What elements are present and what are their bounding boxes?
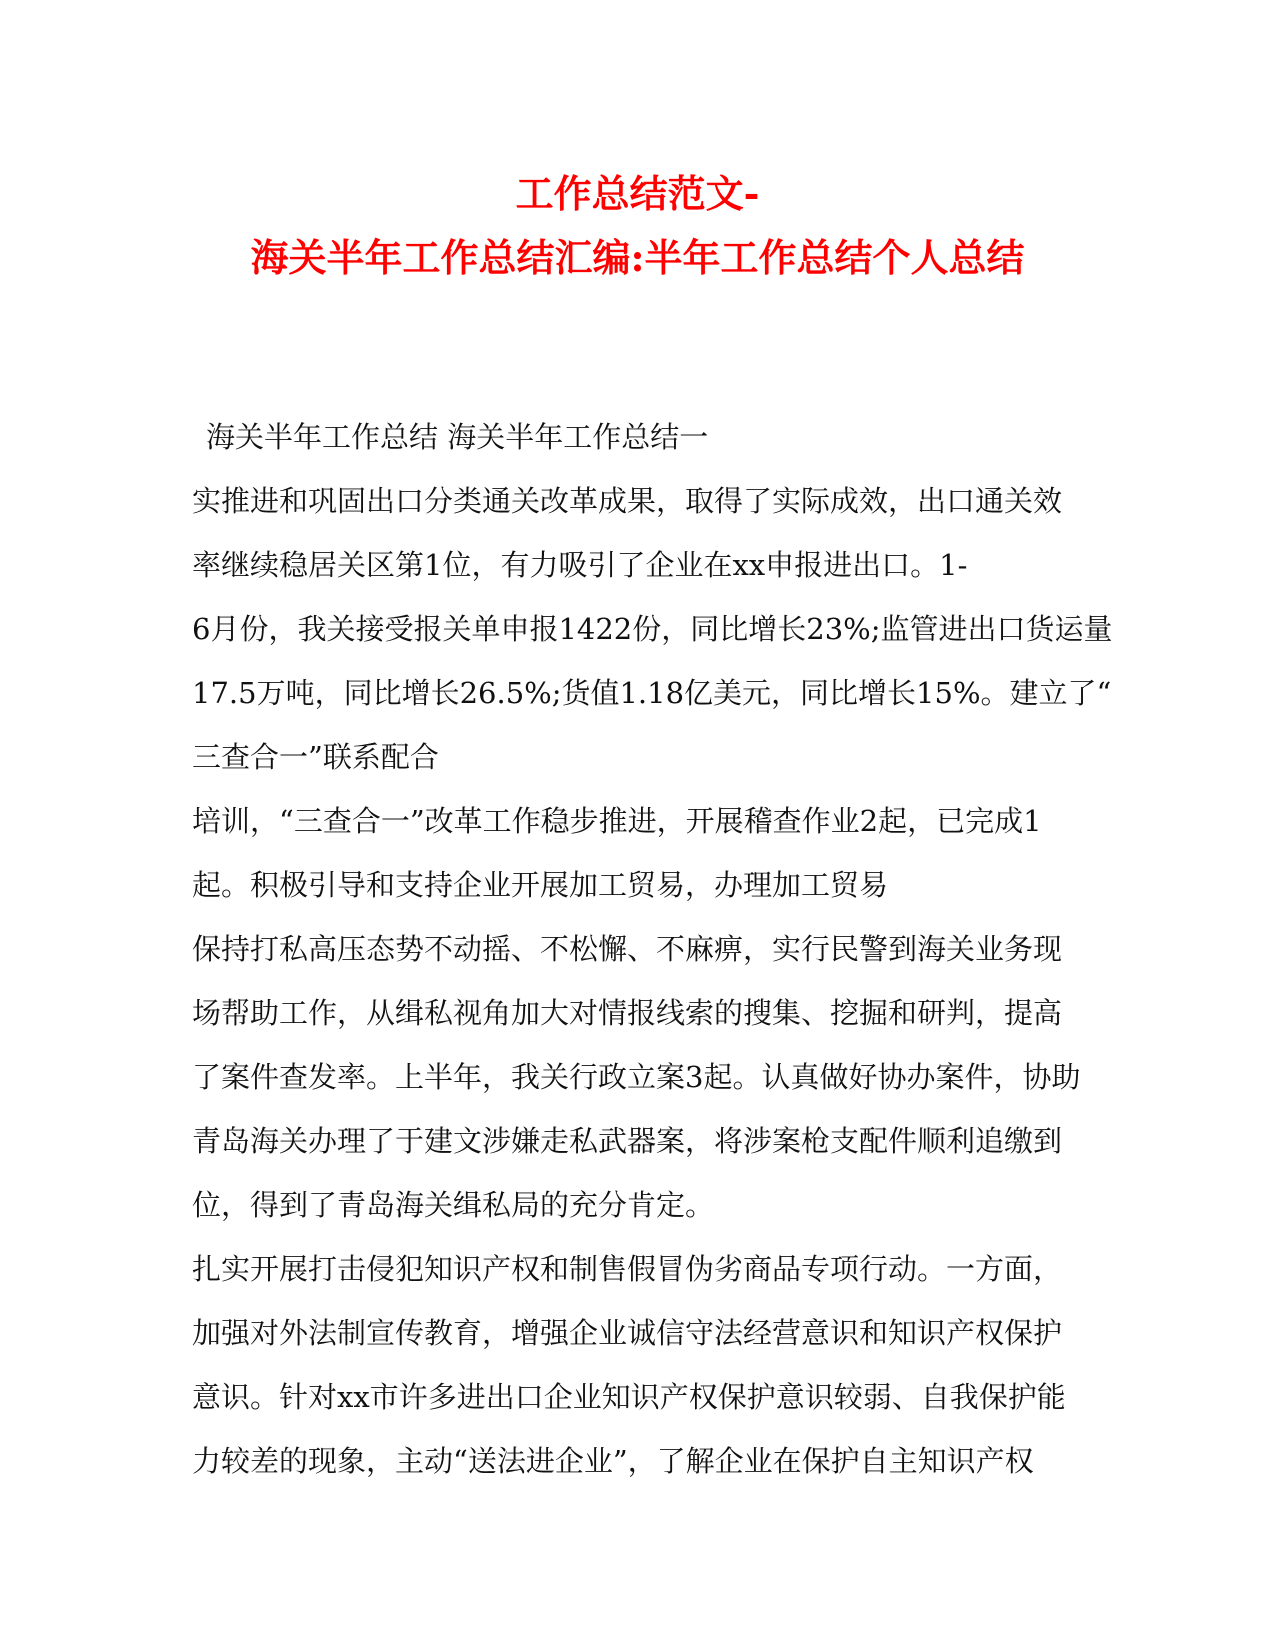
body-line: 率继续稳居关区第1位，有力吸引了企业在xx申报进出口。1- (192, 548, 968, 582)
title-line-2: 海关半年工作总结汇编:半年工作总结个人总结 (250, 235, 1025, 280)
body-line: 加强对外法制宣传教育，增强企业诚信守法经营意识和知识产权保护 (192, 1316, 1063, 1350)
body-line: 扎实开展打击侵犯知识产权和制售假冒伪劣商品专项行动。一方面， (192, 1252, 1063, 1286)
body-line: 了案件查发率。上半年，我关行政立案3起。认真做好协办案件，协助 (192, 1060, 1081, 1094)
section-heading: 海关半年工作总结 海关半年工作总结一 (206, 420, 709, 454)
document-body (192, 405, 1113, 1493)
title-line-1: 工作总结范文- (515, 171, 760, 216)
body-line: 实推进和巩固出口分类通关改革成果，取得了实际成效，出口通关效 (192, 484, 1063, 518)
body-line: 场帮助工作，从缉私视角加大对情报线索的搜集、挖掘和研判，提高 (192, 996, 1063, 1030)
body-line: 位，得到了青岛海关缉私局的充分肯定。 (192, 1188, 715, 1222)
body-line: 17.5万吨，同比增长26.5%;货值1.18亿美元，同比增长15%。建立了“ (192, 676, 1112, 710)
body-line: 三查合一”联系配合 (192, 740, 439, 774)
body-line: 意识。针对xx市许多进出口企业知识产权保护意识较弱、自我保护能 (192, 1380, 1066, 1414)
body-line: 青岛海关办理了于建文涉嫌走私武器案，将涉案枪支配件顺利追缴到 (192, 1124, 1063, 1158)
body-line: 力较差的现象，主动“送法进企业”，了解企业在保护自主知识产权 (192, 1444, 1034, 1478)
body-line: 6月份，我关接受报关单申报1422份，同比增长23%;监管进出口货运量 (192, 612, 1113, 646)
document-title (0, 162, 1275, 290)
body-line: 保持打私高压态势不动摇、不松懈、不麻痹，实行民警到海关业务现 (192, 932, 1063, 966)
body-line: 起。积极引导和支持企业开展加工贸易，办理加工贸易 (192, 868, 889, 902)
body-line: 培训，“三查合一”改革工作稳步推进，开展稽查作业2起，已完成1 (192, 804, 1042, 838)
